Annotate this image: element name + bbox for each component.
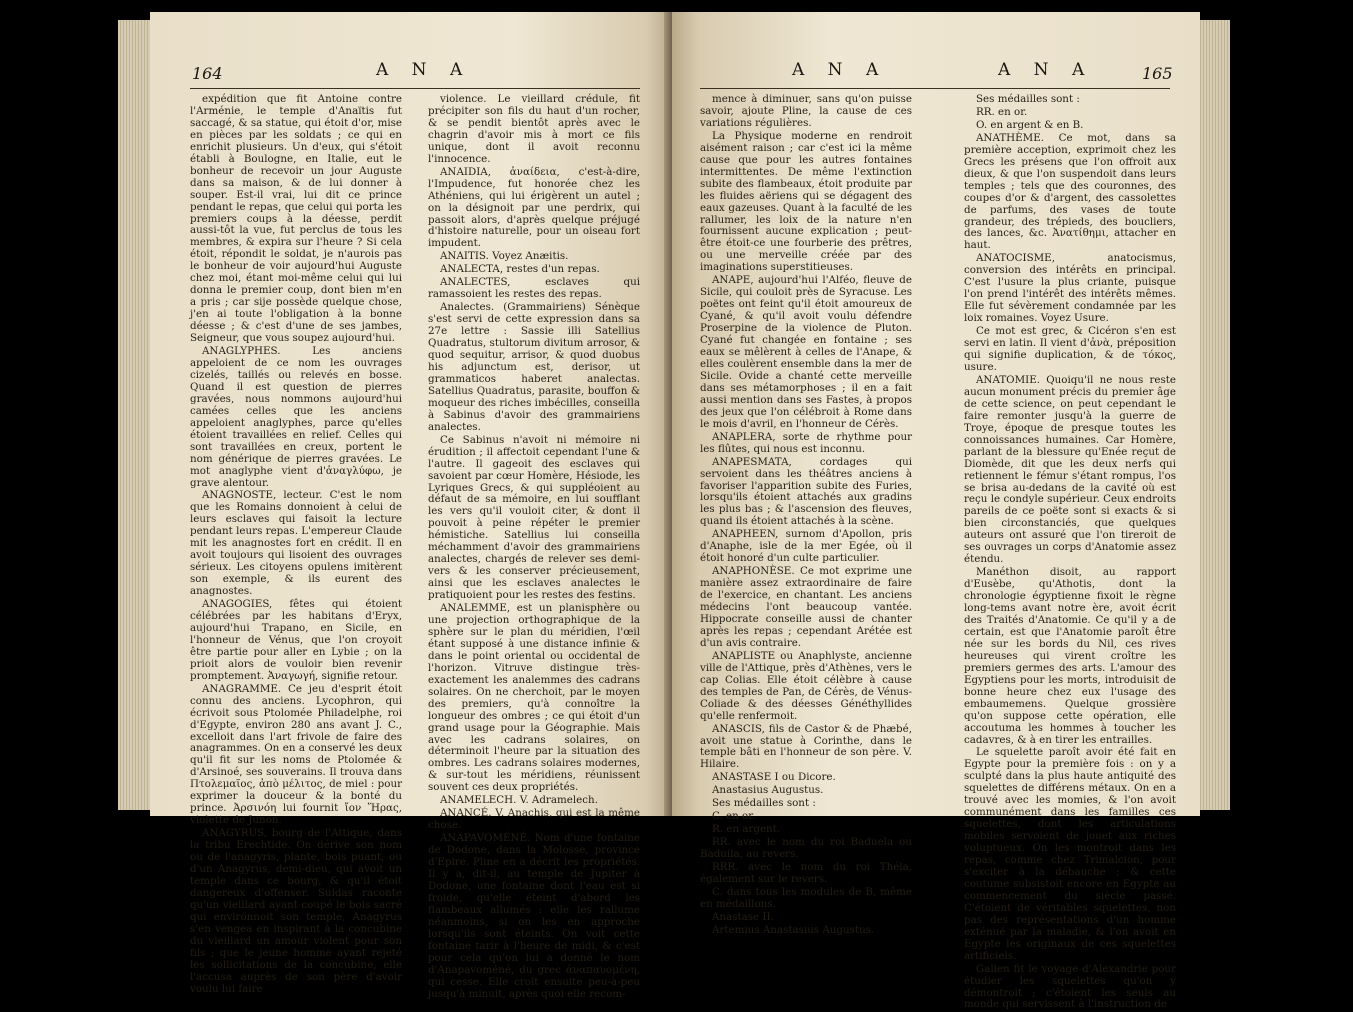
left-folio: 164 (192, 64, 223, 83)
left-running-head: A N A (376, 60, 472, 80)
entry-paragraph: ANAGLYPHES. Les anciens appeloient de ce nom les ouvrages cizelés, taillés ou relevés en bosse. Quand il est question de pierres gravées, nous nommons aujourd'hui camées celles que les anciens appeloient anaglyphes, parce qu'elles étoient travaillées en relief. Celles qui sont travaillées en creux, portent le nom générique de pierres gravées. Le mot anaglyphe vient d'ἀναγλύφω, je grave alentour. (190, 345, 402, 489)
entry-paragraph: Analectes. (Grammairiens) Sénèque s'est servi de cette expression dans sa 27e lettre : Sassie illi Satellius Quadratus, stultorum divitum arrosor, & quod sequitur, arrisor, & quod duobus his adjunctum est, derisor, ut grammaticos haberet analectas. Satellius Quadratus, parasite, bouffon & moqueur des riches imbécilles, conseilla à Sabinus d'avoir des grammairiens analectes. (428, 301, 640, 433)
entry-paragraph: ANALECTA, restes d'un repas. (440, 263, 600, 276)
entry-paragraph: RRR. avec le nom du roi Théla, également sur le revers. (700, 861, 912, 885)
entry-paragraph: Artemius Anastasius Augustus. (712, 923, 875, 936)
right-head-rule (700, 88, 1170, 89)
entry-paragraph: ANASCIS, fils de Castor & de Phæbé, avoit une statue à Corinthe, dans le temple bâti en l'honneur de son père. V. Hilaire. (700, 722, 912, 771)
right-page-edges (1200, 20, 1230, 810)
left-column-1 (190, 94, 402, 996)
entry-paragraph: ANAGOGIES, fêtes qui étoient célébrées par les habitans d'Eryx, aujourd'hui Trapano, en Sicile, en l'honneur de Vénus, que l'on croyoit être partie pour aller en Lybie ; on la prioit alors de vouloir bien revenir promptement. Ἀναγωγή, signifie retour. (190, 598, 402, 682)
right-page (672, 12, 1200, 1011)
entry-paragraph: C. en or. (712, 810, 756, 823)
entry-paragraph: RR. en or. (976, 105, 1028, 118)
entry-paragraph: ANAGYRUS, bourg de l'Attique, dans la tribu Erechtide. On dérive son nom ou de l'anagyris, plante, bois puant, ou d'un Anagyrus, demi-dieu, qui avoit un temple dans ce bourg, & qu'il étoit dangereux d'offenser. Suidas raconte qu'un vieillard ayant coupé le bois sacré qui environnoit son temple, Anagyrus s'en vengea en inspirant à la concubine du vieillard un amour violent pour son fils ; que le jeune homme ayant rejeté les sollicitations de la concubine, elle l'accusa auprès de son père d'avoir voulu lui faire (190, 827, 402, 995)
entry-paragraph: ANALECTES, esclaves qui ramassoient les restes des repas. (428, 276, 640, 301)
entry-paragraph: violence. Le vieillard crédule, fit précipiter son fils du haut d'un rocher, & se pendit bientôt après avec le chagrin d'avoir mis à mort ce fils unique, dont il avoit reconnu l'innocence. (428, 93, 640, 165)
right-folio: 165 (1142, 64, 1173, 83)
entry-paragraph: Ses médailles sont : (712, 797, 816, 810)
entry-paragraph: Anastasius Augustus. (712, 784, 824, 797)
entry-paragraph: ANATHÈME. Ce mot, dans sa première acception, exprimoit chez les Grecs les présens que l'on offroit aux dieux, & que l'on suspendoit dans leurs temples ; tels que des couronnes, des coupes d'or & d'argent, des cassolettes de parfums, des vases de toute grandeur, des trépieds, des boucliers, des lances, &c. Ἀνατίθημι, attacher en haut. (964, 131, 1176, 252)
entry-paragraph: C. dans tous les modules de B, même en médaillons. (700, 885, 912, 910)
entry-paragraph: Anastase II. (712, 910, 774, 923)
entry-paragraph: mence à diminuer, sans qu'on puisse savoir, ajoute Pline, la cause de ces variations régulières. (700, 93, 912, 129)
entry-paragraph: R. en argent. (712, 823, 781, 836)
entry-paragraph: ANATOCISME, anatocismus, conversion des intérêts en principal. C'est l'usure la plus criante, puisque l'on prend l'intérêt des intérêts mêmes. Elle fut sévèrement condamnée par les loix romaines. Voyez Usure. (964, 252, 1176, 325)
entry-paragraph: ANASTASE I ou Dicore. (712, 771, 836, 784)
entry-paragraph: ANATOMIE. Quoiqu'il ne nous reste aucun monument précis du premier âge de cette science, on peut cependant le faire remonter jusqu'à la guerre de Troye, époque de presque toutes les connoissances humaines. Car Homère, parlant de la blessure qu'Enée reçut de Diomède, dit que les deux nerfs qui retiennent le fémur s'étant rompus, l'os se brisa au-dedans de la cavité où est reçu le condyle supérieur. Ceux endroits pareils de ce poëte sont si exacts & si bien circonstanciés, que quelques auteurs ont assuré que l'on tireroit de ses ouvrages un corps d'Anatomie assez étendu. (964, 373, 1176, 566)
entry-paragraph: ANANCÉ. V. Anachis, qui est la même chose. (428, 807, 640, 832)
entry-paragraph: ANAGRAMME. Ce jeu d'esprit étoit connu des anciens. Lycophron, qui écrivoit sous Ptolomée Philadelphe, roi d'Egypte, environ 280 ans avant J. C., excelloit dans l'art frivole de faire des anagrammes. On en a conservé les deux qu'il fit sur les noms de Ptolomée & d'Arsinoé, ses souverains. Il trouva dans Πτολεμαῖος, ἀπὸ μέλιτος, de miel : pour exprimer la douceur & la bonté du prince. Ἀρσινόη lui fournit ἴον Ἥρας, violette de Junon. (190, 682, 402, 827)
left-column-2 (428, 94, 640, 1001)
entry-paragraph: RR. avec le nom du roi Baduela ou Baduila, au revers. (700, 836, 912, 861)
entry-paragraph: ANAPLISTE ou Anaphlyste, ancienne ville de l'Attique, près d'Athènes, vers le cap Colias. Elle étoit célèbre à cause des temples de Pan, de Cérès, de Vénus-Coliade & des déesses Généthyllides qu'elle renfermoit. (700, 649, 912, 722)
entry-paragraph: ANAPE, aujourd'hui l'Alféo, fleuve de Sicile, qui couloit près de Syracuse. Les poëtes ont feint qu'il étoit amoureux de Cyané, & qu'il avoit voulu défendre Proserpine de la violence de Pluton. Cyané fut changée en fontaine ; ses eaux se mêlèrent à celles de l'Anape, & elles coulèrent ensemble dans la mer de Sicile. Ovide a chanté cette merveille dans ses métamorphoses ; il en a fait aussi mention dans ses Fastes, à propos des jeux que l'on célébroit à Rome dans le mois d'avril, en l'honneur de Cérès. (700, 274, 912, 430)
right-running-head-1: A N A (792, 60, 888, 80)
entry-paragraph: ANAIDIA, ἀναίδεια, c'est-à-dire, l'Impudence, fut honorée chez les Athéniens, qui lui érigèrent un autel ; on la désignoit par une perdrix, qui passoit alors, d'après quelque préjugé d'histoire naturelle, pour un oiseau fort impudent. (428, 165, 640, 250)
entry-paragraph: expédition que fit Antoine contre l'Arménie, le temple d'Anaïtis fut saccagé, & sa statue, qui étoit d'or, mise en pièces par les soldats ; ce qui en enrichit plusieurs. Un d'eux, qui s'étoit établi à Boulogne, en Italie, eut le bonheur de recevoir un jour Auguste dans sa maison, & de lui donner à souper. Est-il vrai, lui dit ce prince pendant le repas, que celui qui porta les premiers coups à la déesse, perdit aussi-tôt la vue, fut perclus de tous les membres, & expira sur l'heure ? Si cela étoit, répondit le soldat, je n'aurois pas le bonheur de voir aujourd'hui Auguste chez moi, étant moi-même celui qui lui donna le premier coup, dont bien m'en a pris ; car sije possède quelque chose, j'en ai toute l'obligation à la bonne déesse ; & c'est d'une de ses jambes, Seigneur, que vous soupez aujourd'hui. (190, 93, 402, 345)
right-column-2 (964, 94, 1176, 1012)
entry-paragraph: Ce Sabinus n'avoit ni mémoire ni érudition ; il affectoit cependant l'une & l'autre. Il gageoit des esclaves qui savoient par cœur Homère, Hésiode, les Lyriques Grecs, & qui suppléoient au défaut de sa mémoire, en lui soufflant les vers qu'il vouloit citer, & dont il pouvoit à peine répéter le premier hémistiche. Satellius lui conseilla méchamment d'avoir des grammairiens analectes, chargés de relever ses demi-vers & les conserver précieusement, ainsi que les esclaves analectes le pratiquoient pour les restes des festins. (428, 433, 640, 602)
entry-paragraph: ANAITIS. Voyez Anæitis. (440, 250, 569, 263)
entry-paragraph: ANAPLERA, sorte de rhythme pour les flûtes, qui nous est inconnu. (700, 430, 912, 455)
entry-paragraph: O. en argent & en B. (976, 118, 1084, 131)
entry-paragraph: ANAPAVOMÉNÉ. Nom d'une fontaine de Dodone, dans la Molosse, province d'Epire. Pline en a décrit les propriétés. Il y a, dit-il, au temple de Jupiter à Dodone, une fontaine dont l'eau est si froide, qu'elle éteint d'abord les flambeaux allumés : elle les rallume néanmoins, si on les en approche lorsqu'ils sont éteints. On voit cette fontaine tarir à l'heure de midi, & c'est pour cela qu'on lui a donné le nom d'Anapavoméné, du grec ἀναπαυομένη, qui cesse. Elle croît ensuite peu-à-peu jusqu'à minuit, après quoi elle recom- (428, 832, 640, 1000)
right-running-head-2: A N A (998, 60, 1094, 80)
entry-paragraph: Galien fit le voyage d'Alexandrie pour étudier les squelettes qu'on y démontroit ; c'étoient les seuls au monde qui servissent à l'instruction de (964, 962, 1176, 1011)
entry-paragraph: ANAPESMATA, cordages qui servoient dans les théâtres anciens à favoriser l'apparition subite des Furies, lorsqu'ils étoient attachés aux gradins les plus bas ; & l'ascension des fleuves, quand ils étoient attachés à la scène. (700, 455, 912, 528)
right-column-1 (700, 94, 912, 938)
entry-paragraph: ANAPHONÈSE. Ce mot exprime une manière assez extraordinaire de faire de l'exercice, en chantant. Les anciens médecins l'ont beaucoup vantée. Hippocrate conseille aussi de chanter après les repas ; cependant Arétée est d'un avis contraire. (700, 565, 912, 649)
entry-paragraph: Le squelette paroît avoir été fait en Egypte pour la première fois : on y a sculpté dans la plus haute antiquité des squelettes de différens métaux. On en a trouvé avec les momies, & l'on avoit communément dans les familles ces squelettes, dont les articulations mobiles servoient de jouet aux riches voluptueux. On les montroit dans les repas, comme chez Trimalcion, pour s'exciter à la débauche ; & cette coutume subsistoit encore en Egypte au commencement du siècle passé. C'étoient de véritables squelettes, non pas des représentations d'un homme exténué par la maladie, & l'on avoit en Egypte les originaux de ces squelettes artificiels. (964, 746, 1176, 962)
entry-paragraph: La Physique moderne en rendroit aisément raison ; car c'est ici la même cause que pour les autres fontaines intermittentes. De même l'extinction subite des flambeaux, étoit produite par les fluides aëriens qui se dégagent des eaux gazeuses. Quant à la faculté de les rallumer, les loix de la nature n'en fournissent aucune explication ; peut-être étoit-ce une fourberie des prêtres, ou une merveille créée par des imaginations superstitieuses. (700, 129, 912, 274)
left-head-rule (190, 88, 640, 89)
left-page-edges (118, 20, 150, 810)
entry-paragraph: ANAMELECH. V. Adramelech. (440, 794, 598, 807)
entry-paragraph: ANAGNOSTE, lecteur. C'est le nom que les Romains donnoient à celui de leurs esclaves qui faisoit la lecture pendant leurs repas. L'empereur Claude mit les anagnostes fort en crédit. Il en avoit toujours qui lisoient des ouvrages sérieux. Les citoyens opulens imitèrent son exemple, & ils eurent des anagnostes. (190, 489, 402, 598)
entry-paragraph: ANALEMME, est un planisphère ou une projection orthographique de la sphère sur le plan du méridien, l'œil étant supposé à une distance infinie & dans le point oriental ou occidental de l'horizon. Vitruve distingue très-exactement les analemmes des cadrans solaires. On ne cherchoit, par le moyen des premiers, qu'à connoître la longueur des ombres ; ce qui étoit d'un grand usage pour la Géographie. Mais avec les cadrans solaires, on déterminoit l'heure par la situation des ombres. Les cadrans solaires modernes, & sur-tout les méridiens, réunissent souvent ces deux propriétés. (428, 602, 640, 794)
entry-paragraph: ANAPHEEN, surnom d'Apollon, pris d'Anaphe, isle de la mer Egée, où il étoit honoré d'un culte particulier. (700, 528, 912, 565)
entry-paragraph: Manéthon disoit, au rapport d'Eusèbe, qu'Athotis, dont la chronologie égyptienne fixoit le règne long-tems avant notre ère, avoit écrit des Traités d'Anatomie. Ce qu'il y a de certain, est que l'Anatomie paroît être née sur les bords du Nil, ces rives heureuses qui virent croître les premiers germes des arts. L'amour des Egyptiens pour les morts, introduisit de bonne heure chez eux l'usage des embaumemens. Quelque grossière qu'on suppose cette opération, elle accoutuma les hommes à toucher les cadavres, & à en tirer les entrailles. (964, 566, 1176, 746)
left-page (150, 12, 672, 1000)
entry-paragraph: Ce mot est grec, & Cicéron s'en est servi en latin. Il vient d'ἀνὰ, préposition qui signifie duplication, & de τόκος, usure. (964, 325, 1176, 373)
entry-paragraph: Ses médailles sont : (976, 93, 1080, 105)
